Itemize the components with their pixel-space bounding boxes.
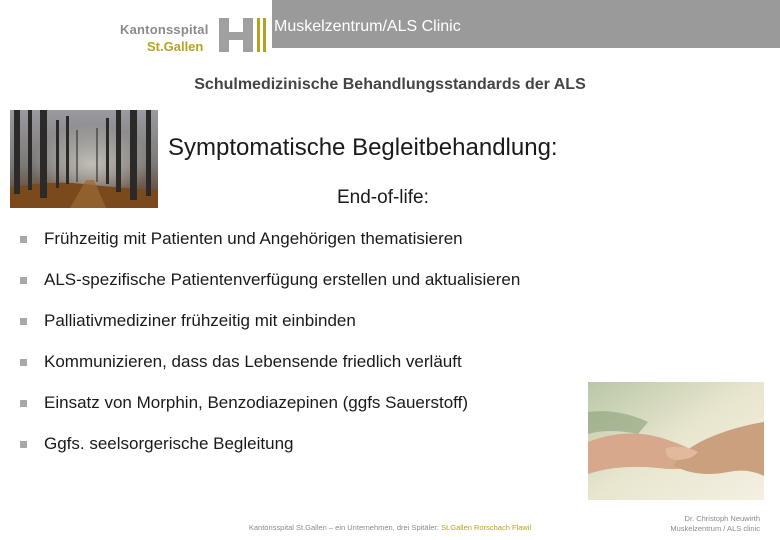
square-bullet-icon (20, 277, 27, 284)
slide-subtitle: Schulmedizinische Behandlungsstandards der ALS (194, 76, 586, 93)
list-item (20, 433, 520, 474)
square-bullet-icon (20, 359, 27, 366)
list-item (20, 310, 520, 351)
main-heading: Symptomatische Begleitbehandlung: (168, 134, 558, 161)
footer-author-unit: Muskelzentrum / ALS clinic (670, 524, 760, 533)
header-title: Muskelzentrum/ALS Clinic (274, 18, 461, 35)
holding-hands-image (588, 382, 764, 500)
square-bullet-icon (20, 441, 27, 448)
footer-author (670, 514, 760, 534)
forest-image (10, 110, 158, 208)
footer-slogan-text: Kantonsspital St.Gallen – ein Unternehmen, drei Spitäler: (248, 523, 439, 532)
section-heading: End-of-life: (337, 187, 429, 208)
logo-name-line2: St.Gallen (147, 39, 204, 54)
hospital-h-mark-icon (216, 14, 268, 56)
footer-sites: St.Gallen Rorschach Flawil (441, 523, 532, 532)
list-item (20, 351, 520, 392)
bullet-text: Ggfs. seelsorgerische Begleitung (44, 434, 294, 453)
bullet-text: Palliativmediziner frühzeitig mit einbinden (44, 311, 356, 330)
bullet-list (20, 228, 520, 474)
bullet-text: Kommunizieren, dass das Lebensende friedlich verläuft (44, 352, 462, 371)
square-bullet-icon (20, 318, 27, 325)
bullet-text: Frühzeitig mit Patienten und Angehörigen thematisieren (44, 229, 463, 248)
list-item (20, 392, 520, 433)
bullet-text: Einsatz von Morphin, Benzodiazepinen (ggfs Sauerstoff) (44, 393, 468, 412)
footer-author-name: Dr. Christoph Neuwirth (684, 514, 760, 523)
footer-slogan (0, 523, 780, 532)
logo-name-line1: Kantonsspital (120, 22, 209, 37)
bullet-text: ALS-spezifische Patientenverfügung erstellen und aktualisieren (44, 270, 521, 289)
square-bullet-icon (20, 400, 27, 407)
list-item (20, 269, 520, 310)
square-bullet-icon (20, 236, 27, 243)
list-item (20, 228, 520, 269)
header-bar (272, 0, 780, 48)
hospital-logo (120, 14, 270, 54)
